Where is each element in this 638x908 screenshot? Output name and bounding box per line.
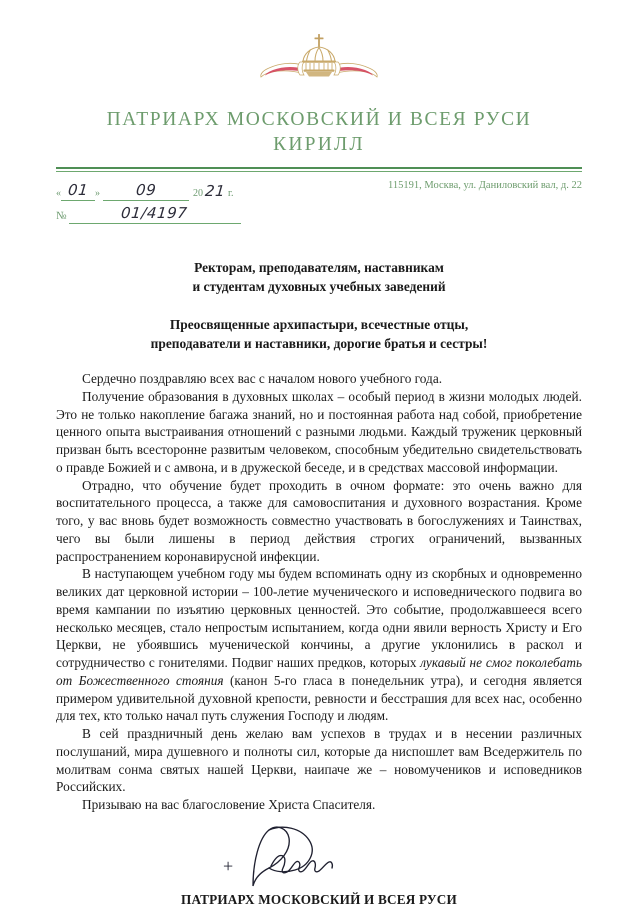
date-year-field[interactable] (204, 182, 226, 201)
org-title-line2: КИРИЛЛ (273, 133, 365, 155)
date-month-field[interactable] (103, 181, 189, 201)
year-prefix: 20 (193, 187, 203, 199)
divider-thick-line (56, 167, 582, 169)
number-row (56, 201, 241, 224)
date-year-value: 21 (204, 181, 226, 200)
body-paragraph-4 (56, 565, 582, 725)
signature-cross-mark: + (223, 855, 234, 876)
addressee-heading (56, 258, 582, 296)
postal-address: 115191, Москва, ул. Даниловский вал, д. 22 (388, 179, 582, 191)
year-suffix: г. (228, 187, 234, 199)
salutation-line1: Преосвященные архипастыри, всечестные отцы, (169, 316, 469, 332)
date-row (56, 178, 241, 201)
body-paragraph-1: Сердечно поздравляю всех вас с началом нового учебного года. (82, 371, 443, 387)
body-paragraph-4-part2: (канон 5-го гласа в понедельник утра), и сегодня является примером удивительной духовной крепости, ревности и бесстрашия для всех нас, особенно для тех, кто только начал путь служения Господу и людям. (56, 672, 582, 724)
document-meta (56, 178, 582, 232)
date-month-value: 09 (135, 180, 157, 199)
body-paragraph-6: Призываю на вас благословение Христа Спасителя. (82, 797, 376, 813)
date-day-field[interactable] (61, 181, 95, 201)
addressee-line1: Ректорам, преподавателям, наставникам (194, 259, 444, 275)
org-title-line1: ПАТРИАРХ МОСКОВСКИЙ И ВСЕЯ РУСИ (106, 109, 532, 130)
date-and-number-block (56, 178, 241, 224)
signature-area (56, 822, 582, 907)
body-paragraph-3: Отрадно, что обучение будет проходить в очном формате: это очень важно для воспитательного процесса, а также для самовоспитания и духовного возрастания. Кроме того, у вас вновь будет возможность совместно участвовать в богослужениях и Таинствах, чего вы были лишены в период действия строгих ограничений, вызванных распространением коронавирусной инфекции. (56, 477, 582, 564)
patriarchal-crown-emblem (254, 30, 384, 92)
document-number-value: 01/4197 (120, 203, 189, 222)
body-paragraph-4-quote: лукавый не смог поколебать от Божественного стояния (56, 655, 582, 688)
signature-title: ПАТРИАРХ МОСКОВСКИЙ И ВСЕЯ РУСИ (181, 891, 457, 907)
body-paragraph-5: В сей праздничный день желаю вам успехов в трудах и в несении различных послушаний, мира душевного и полноты сил, которые да ниспошлет вам Вседержитель по молитвам сонма святых нашей Церкви, наипаче же – новомучеников и исповедников Российских. (56, 726, 582, 795)
number-label: № (56, 209, 67, 222)
body-paragraph-2: Получение образования в духовных школах – особый период в жизни молодых людей. Это не только накопление багажа знаний, но и постоянная работа над собой, приобретение ценного опыта выстраивания отношений с разными людьми. Каждый труженик церковный призван быть всесторонне развитым человеком, способным убедительно свидетельствовать о правде Божией и с амвона, и в дружеской беседе, и в средствах массовой информации. (56, 388, 582, 475)
quote-open: « (56, 187, 61, 199)
addressee-line2: и студентам духовных учебных заведений (192, 278, 446, 294)
body-paragraph-4-part1: В наступающем учебном году мы будем вспоминать одну из скорбных и одновременно великих дат церковной истории – 100-летие мученического и исповеднического подвига во время кампании по изъятию церковных ценностей. Это событие, продолжавшееся всего несколько месяцев, стало непростым испытанием, когда одни явили верность Христу и Его Церкви, не убоявшись мученической кончины, а другие уклонились в раскол и сотрудничество с гонителями. Подвиг наших предков, которых (56, 566, 582, 671)
organization-title (56, 108, 582, 158)
salutation-heading (56, 315, 582, 353)
date-day-value: 01 (67, 180, 89, 199)
divider-thin-line (56, 171, 582, 172)
document-number-field[interactable] (69, 204, 241, 224)
letterhead (56, 0, 582, 158)
quote-close: » (95, 187, 100, 199)
letter-body (56, 370, 582, 814)
header-divider (56, 167, 582, 172)
salutation-line2: преподаватели и наставники, дорогие братья и сестры! (150, 335, 488, 351)
handwritten-signature (209, 822, 429, 894)
